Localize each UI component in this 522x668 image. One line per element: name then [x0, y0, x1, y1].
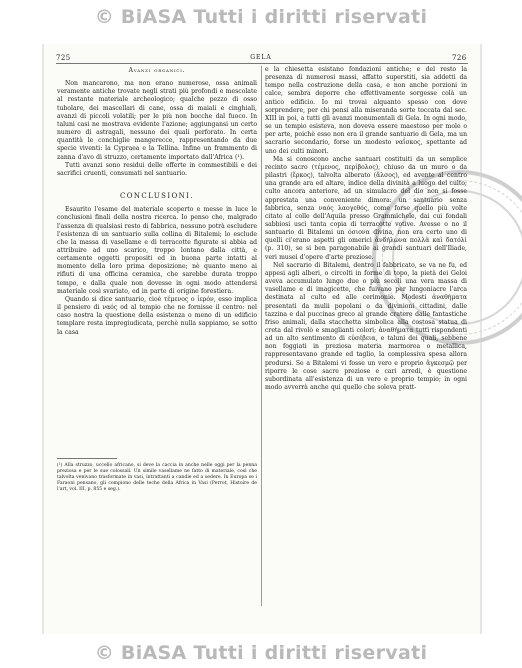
page-number-left: 725	[56, 54, 71, 62]
section-subhead: Avanzi organici.	[128, 67, 186, 74]
footnote-rule	[57, 458, 117, 459]
running-title: GELA	[250, 54, 272, 61]
paragraph: e la chiesetta esistano fondazioni antiche; e del resto la presenza di numerosi massi, affatto superstiti, sia addetti da tempo nella costruzione della casa, e non anche porzioni in calce, sembra deporre che effettivamente sorgesse colà un antico edificio. Io mi trovai alquanto spesso con dove sorprendere, per chi pensi alla miseranda sorte toccata dal sec. XIII in poi, a tutti gli avanzi monumentali di Gela. In ogni modo, se un tempio esisteva, non doveva essere maestoso per mole o per arte, poichè esso non era il grande santuario di Gela, ma un sacrario secondario, forse un modesto ναΐσκος, spettante ad uno dei culti minori.	[265, 66, 467, 155]
left-column	[57, 66, 257, 337]
paragraph: Tutti avanzi sono residui delle offerte in commestibili e dei sacrifici cruenti, consumati nel santuario.	[57, 161, 257, 177]
paragraph: Ma si conoscono anche santuari costituiti da un semplice recinto sacro (τέμενος, περίβολος), chiuso da un muro o da pilastri (ἕρκος), talvolta alberato (ἄλσος), ed avente al centro una grande ara ed altare, indice della divinità a luogo del culto; culto ancora anteriore, ad un simulacro del dio non si fosse apprestata una conveniente dimora: un santuario senza fabbrica, senza ναός λαογεθός, come forse quello più volte citato al colle dell'Aquila presso Grammichele, dai cui fondali sabbiosi uscì tanta copia di terracotte votive. Avesse o no il santuario di Bitalemi un όσιονα divina, non era certo uno di quelli ci'erano aspetti gli omerici ἀνδήλωνα πολλὰ καὶ δατόλὶ (p. 310), se si ben paragonabile ai grandi santuari dell'Iliade, veri musei d'opere d'arte preziose.	[265, 155, 467, 261]
paragraph: Quando si dice santuario, cioè τέμενος o ἱερόν, esso implica il pensiero di ναός od al tempio che ne fornisse il centro: nel caso nostra la questione della esistenza o meno di un edificio templare resta impregiudicata, perchè nulla sappiamo, se sotto la casa	[57, 295, 257, 336]
paragraph: Non mancarono, ma non erano numerose, ossa animali veramente antiche trovate negli strati più profondi e mescolate al restante materiale archeologico; qualche pezzo di osso tubolare, dei mascellari di cane, ossa di maiali e cinghiali, avanzi di piccoli volatili; per le più non bocche dal fuoco. In taluni casi ne mostrava evidente l'azione; aggiungansi un certo numero di astragali, nessuno dei quali perforato. In certa quantità le conchiglie mangerecce, rappresentando da due specie viventi: la Cypraea e la Tellina. Infine un frammento di zanna d'avo di struzzo, certamente importato dall'Africa (¹).	[57, 80, 257, 161]
paragraph: Nel sacrario di Bitalemi, dentro il fabbricato, se va ne fu, ed appesi agli alberi, o circolti in forme di topo, la pietà dei Geloi aveva accumulato lungo due o più secoli una vera massa di vasellame e di imagicette, che fuivano per lungoniacre l'arca destinata al culto ed alle cerimonie. Modesti ἀναθήματα presentati da mulii popolani o da divinioni cittadini, dalle tazzina e dal puccinas greco al grande cratere dalle fantastiche friso animali, dalla stacchetta simbolica alla costosa statua di creta dal rivolò e smaglianti colori; ἀναθήματα tutti rispondenti ad un alto sentimento di εὐσέβεια, e taluni dei quali, sebbene non foggiati in preziosa materia marmorea o metallica, rappresentavano grande ed taglio, la complessiva spesa allora prodursi. Se a Bitalemi vi fosse un vero e proprio ἄγκεσμῷ per riporre le cose sacre preziose e cari arredi, è questione subordinata all'esistenza di un vero e proprio tempio; in ogni modo avverrà anche qui quello che soleva pratt-	[265, 261, 467, 392]
page-edge-left	[42, 44, 44, 634]
footnote: (¹) Alla struzzo, uccello africano, si deve la caccia in anche nelle oggi per la penna preziosa e per le sue colossali. Un simile vasellame ne fatto di materiale, così che talvolta venivano trasformate in vasi, intrattanti a candie ed a sedere. In Europa se i Faraoni pensano, gli compiono delle teche della Africa in Vasi (Perrot, Histoire de l'art, vol. III, p. 855 e seg.).	[57, 463, 257, 493]
section-title: CONCLUSIONI.	[120, 192, 194, 201]
page-number-right: 726	[452, 54, 467, 62]
paragraph: Esaurito l'esame del materiale scoperto e messe in luce le conclusioni finali della nostra ricerca. Io penso che, malgrado l'assenza di qualsiasi resto di fabbrica, nessuno potrà escludere l'esistenza di un santuario sulla collina di Bitalemi; lo esclude che la massa di vasellame e di terracotte figurate si abbia ad attribuire ad uno scarico, troppo lontano dalla città, e certamente oggetti propositi ed in buona parte intatti al momento della loro prima deposizione; nè quanto meno ai rifiuti di una officina ceramica, che sarebbe durata troppo tempo, e dalla quale non dovesse in ogni modo attendersi materiale così svariato, ed in parte di origine forestiera.	[57, 206, 257, 295]
header-rule	[56, 63, 468, 64]
right-column	[265, 66, 467, 392]
column-divider	[261, 66, 262, 606]
watermark-bottom: © BiASA Tutti i diritti riservati	[94, 642, 428, 664]
watermark-top: © BiASA Tutti i diritti riservati	[94, 6, 428, 28]
